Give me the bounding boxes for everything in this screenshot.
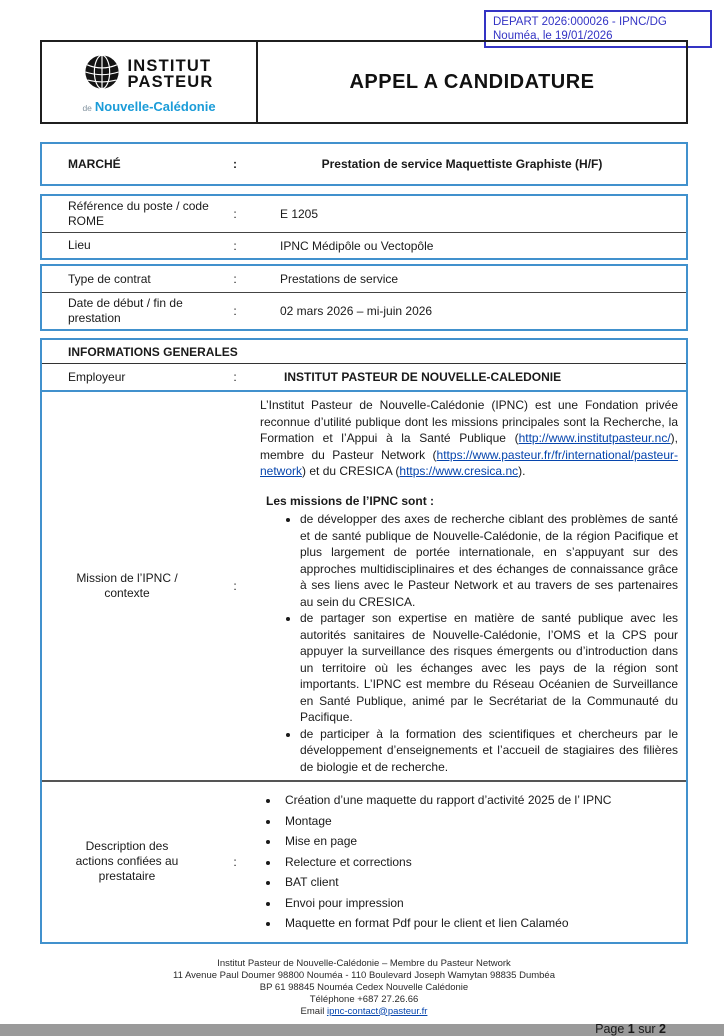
details-table-1 [40,194,688,260]
mission-bullet-list [260,511,678,775]
list-item: • de partager son expertise en matière de santé publique avec les autorités sanitaires de Nouvelle-Calédonie, l’OMS et la CPS pour appuyer la surveillance des risques émergents ou d’introduction dans un territoire où les échanges avec les pays de la région sont importants. L’IPNC est membre du Réseau Océanien de Surveillance en Santé Publique, animé par le Secrétariat de la Communauté du Pacifique. [300,610,678,726]
row-label: Référence du poste / code ROME [68,199,209,228]
document-content [40,40,688,1036]
mission-intro-paragraph [260,397,678,480]
list-item: • Montage [280,813,678,829]
row-colon: : [233,272,237,286]
stamp-line1: DEPART 2026:000026 - IPNC/DG [493,16,667,28]
total-page-number: 2 [659,1021,666,1036]
intro-text-4: ). [518,464,526,478]
table-row-reference [42,196,686,232]
table-row-lieu [42,232,686,258]
marche-label: MARCHÉ [68,156,121,171]
globe-icon [84,54,120,95]
stamp-line2: Nouméa, le 19/01/2026 [493,30,613,42]
logo-region [82,99,215,114]
cresica-link[interactable]: https://www.cresica.nc [399,464,519,478]
marche-value: Prestation de service Maquettiste Graphiste (H/F) [321,157,603,171]
description-label-text: Description des actions confiées au prestataire [75,839,179,884]
intro-text-1: L’Institut Pasteur de Nouvelle-Calédonie (IPNC) est une Fondation privée reconnue d’utilité publique dont les missions principales sont la Recherche, la Formation et l’Appui à la Santé Publique ( [260,398,678,445]
row-label: Employeur [68,369,126,384]
intro-text-3: ) et du CRESICA ( [302,464,400,478]
logo-top [84,54,213,95]
row-colon: : [233,207,237,221]
footer-line: BP 61 98845 Nouméa Cedex Nouvelle Calédonie [259,981,469,993]
document-footer [40,958,688,1018]
details-table-2 [40,264,688,331]
list-item: • Relecture et corrections [280,854,678,870]
list-item: • Envoi pour impression [280,895,678,911]
list-item: • Mise en page [280,833,678,849]
list-item: • Création d’une maquette du rapport d’activité 2025 de l’ IPNC [280,792,678,808]
row-value: Prestations de service [280,272,399,286]
marche-box [40,142,688,186]
table-row-description [42,782,686,942]
row-label: Lieu [68,238,91,252]
row-colon: : [233,370,237,384]
footer-line: Institut Pasteur de Nouvelle-Calédonie – Membre du Pasteur Network [217,957,511,969]
sur-word: sur [634,1021,660,1036]
page-number-indicator [40,1022,688,1036]
marche-colon: : [233,157,237,171]
row-colon: : [233,854,237,869]
table-row-mission [42,392,686,782]
logo-wordmark [127,59,213,90]
logo-word-pasteur: PASTEUR [127,72,214,91]
footer-line [40,1006,688,1018]
list-item: • BAT client [280,874,678,890]
description-bullet-list [258,792,678,931]
intro-text-2: ), membre du Pasteur Network ( [260,431,678,462]
contact-email-link[interactable]: ipnc-contact@pasteur.fr [326,1005,428,1017]
row-colon: : [233,238,237,253]
row-label [42,392,212,780]
row-value: E 1205 [280,207,319,221]
page-word: Page [595,1021,628,1036]
table-row-contrat [42,266,686,292]
institut-pasteur-logo [42,42,258,122]
current-page-number: 1 [627,1021,635,1036]
footer-line: Téléphone +687 27.26.66 [309,993,419,1005]
document-header [40,40,688,124]
logo-word-institut: INSTITUT [127,57,212,75]
informations-generales-table [40,338,688,944]
row-label: Date de début / fin de prestation [68,296,183,325]
table-row-employeur [42,364,686,392]
table-row-dates [42,292,686,329]
title-cell [258,42,686,122]
row-colon: : [233,304,237,318]
description-content [258,782,686,942]
logo-region-prefix: de [82,103,92,113]
pasteur-network-link[interactable]: https://www.pasteur.fr/fr/international/pasteur-network [260,447,678,478]
footer-line: 11 Avenue Paul Doumer 98800 Nouméa - 110 Boulevard Joseph Wamytan 98835 Dumbéa [173,969,555,981]
row-label [42,782,212,942]
row-value: INSTITUT PASTEUR DE NOUVELLE-CALEDONIE [284,370,562,384]
row-colon: : [233,579,237,593]
list-item: • de développer des axes de recherche ciblant des problèmes de santé et de santé publique de Nouvelle-Calédonie, de la région Pacifique et plus largement de portée internationale, en s’appuyant sur des approches multidisciplinaires et des échanges de connaissance grâce à ses liens avec le Pasteur Network et au travers de ses partenaires au sein du CRESICA. [300,511,678,610]
section-title: INFORMATIONS GENERALES [42,340,686,364]
row-label: Type de contrat [68,271,151,286]
institutpasteur-link[interactable]: http://www.institutpasteur.nc/ [518,431,671,445]
mission-content [258,392,686,780]
missions-heading: Les missions de l’IPNC sont : [266,493,435,508]
footer-email-prefix: Email [300,1005,327,1017]
list-item: • Maquette en format Pdf pour le client et lien Calaméo [280,915,678,931]
row-value: IPNC Médipôle ou Vectopôle [280,238,434,253]
logo-region-name: Nouvelle-Calédonie [94,99,216,114]
mission-label-text: Mission de l’IPNC / contexte [76,571,178,600]
page-title: APPEL A CANDIDATURE [349,70,595,93]
list-item: • de participer à la formation des scientifiques et chercheurs par le développement d’enseignements et l’accueil de stagiaires des filières de biologie et de recherche. [300,726,678,776]
row-value: 02 mars 2026 – mi-juin 2026 [280,304,433,318]
